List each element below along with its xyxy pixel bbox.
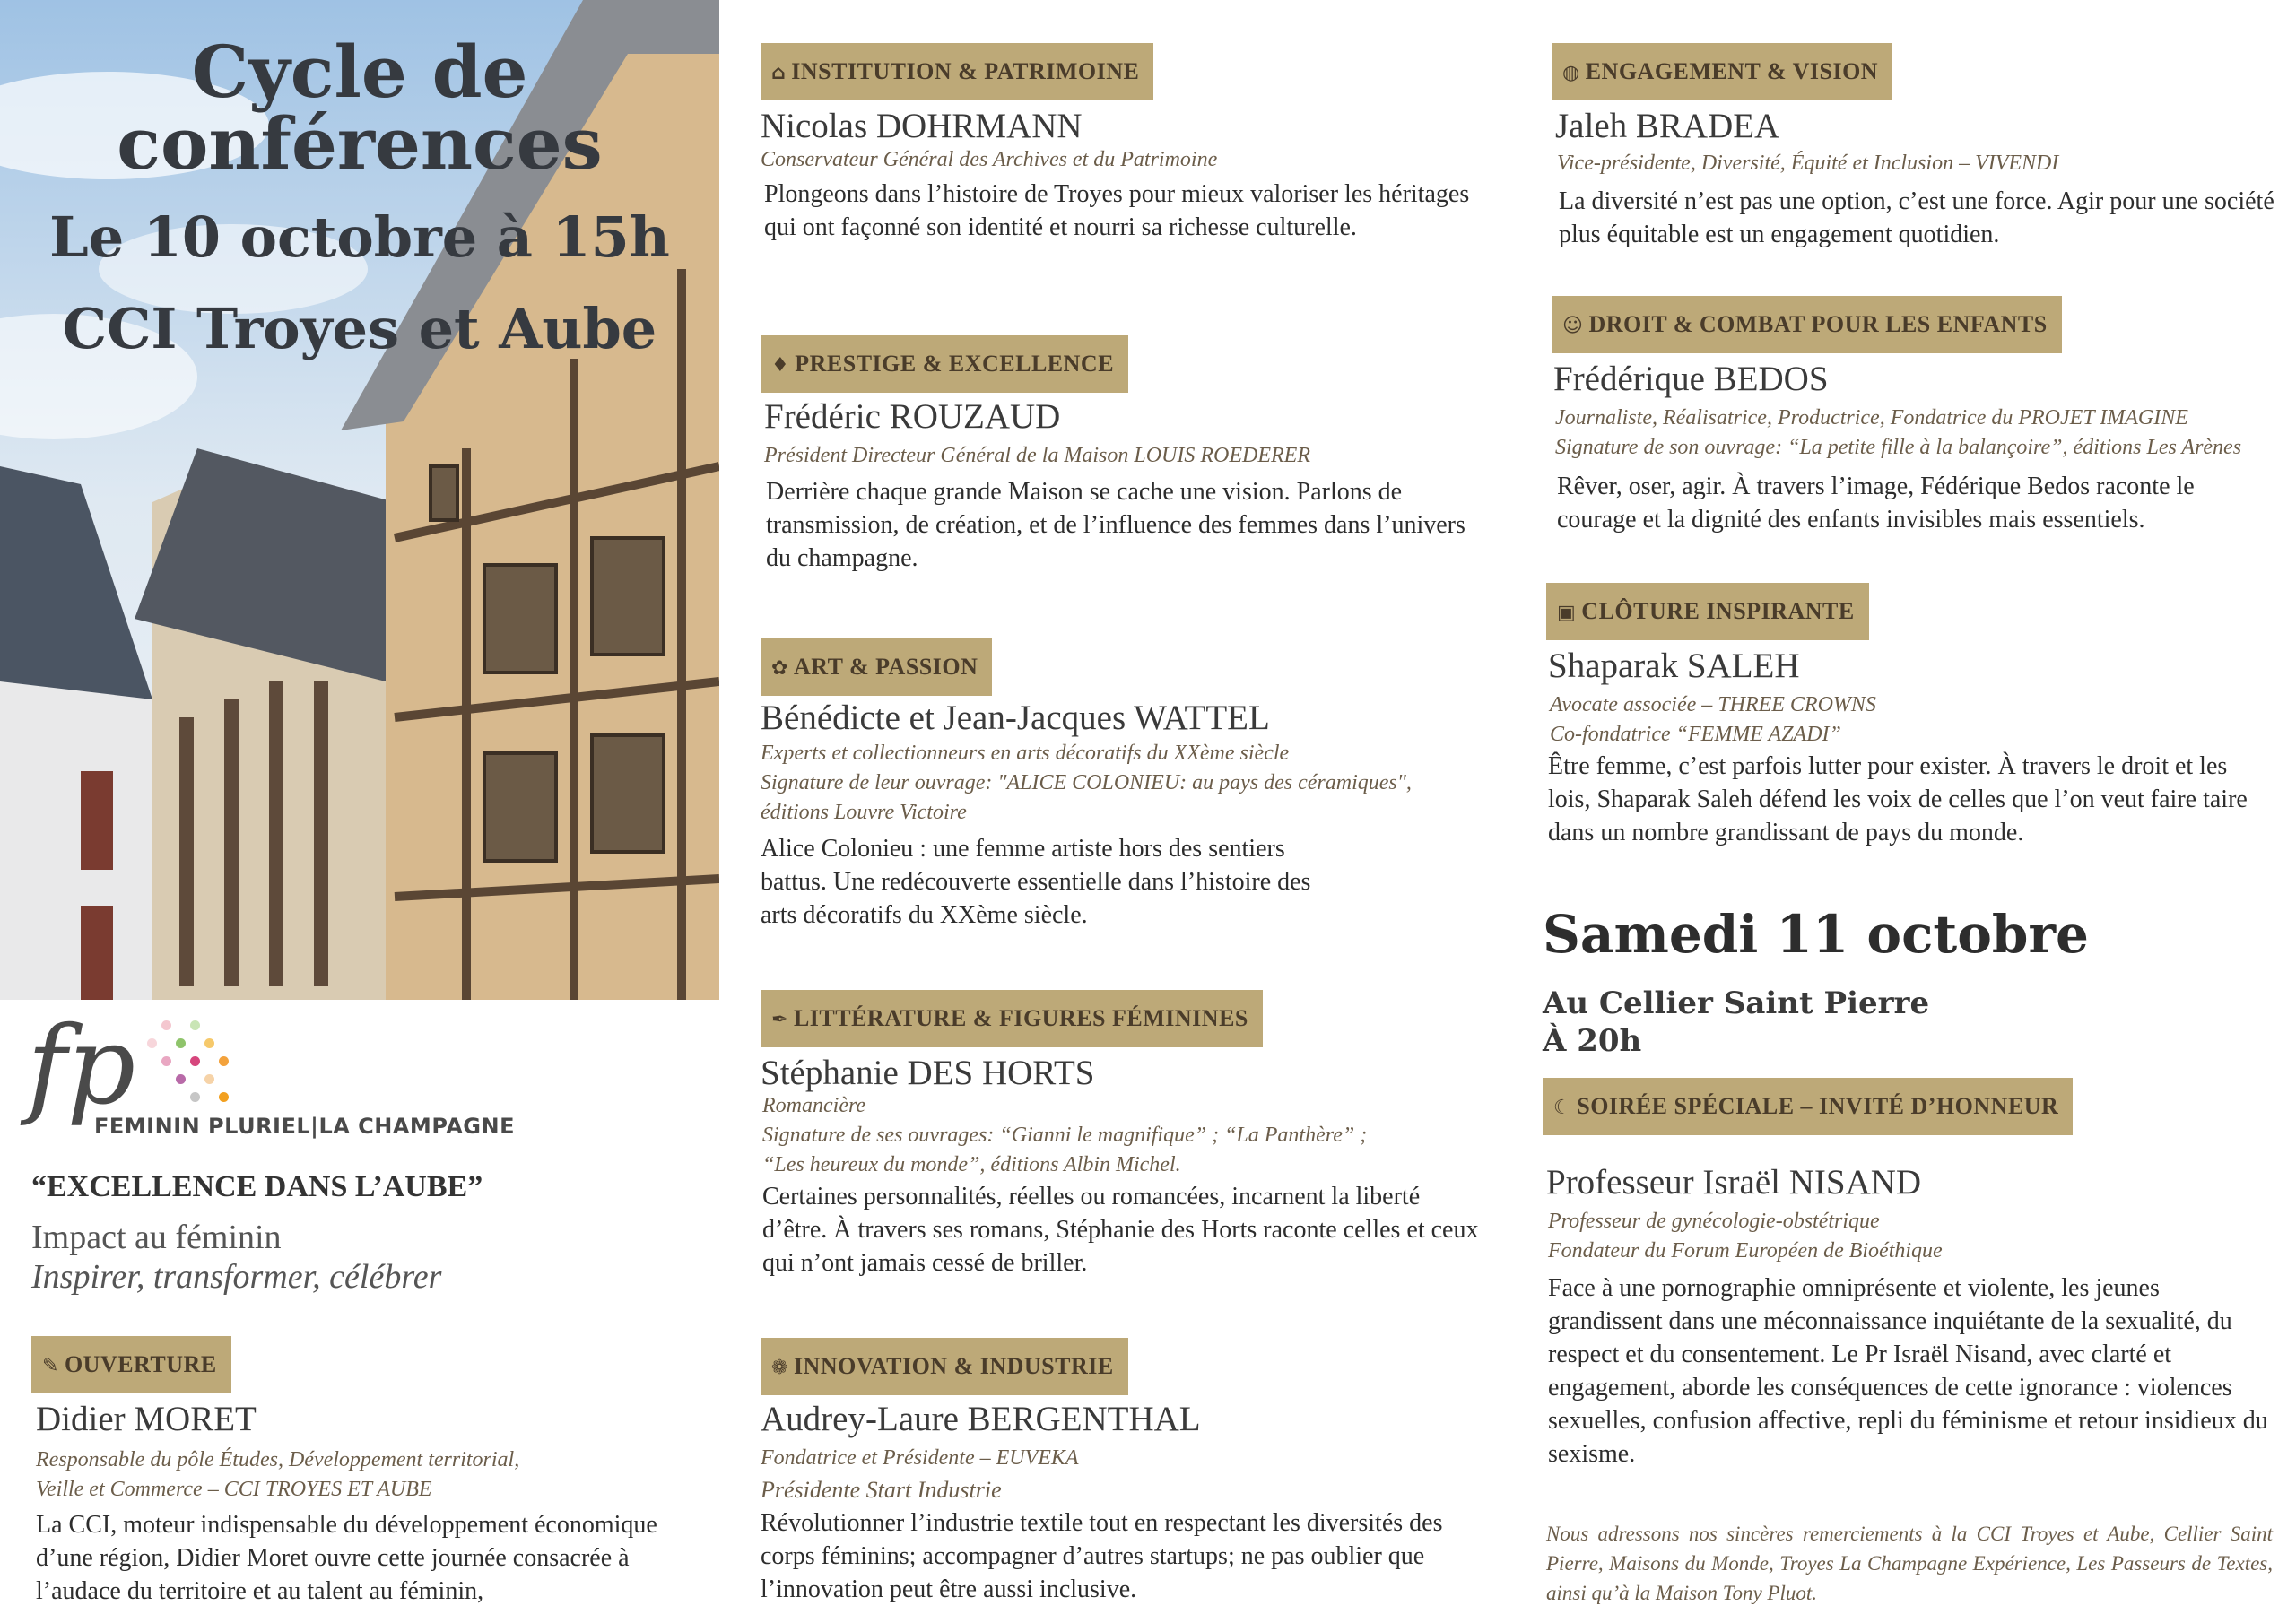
logo-dot — [190, 1056, 200, 1066]
speaker-name: Bénédicte et Jean-Jacques WATTEL — [761, 699, 1270, 737]
speaker-name: Shaparak SALEH — [1548, 647, 1800, 685]
speaker-role: Professeur de gynécologie-obstétrique — [1548, 1210, 1880, 1233]
speaker-role: Experts et collectionneurs en arts décoratifs du XXème siècle — [761, 742, 1290, 765]
pen-icon: ✒ — [771, 1009, 788, 1031]
speaker-role: Fondatrice et Présidente – EUVEKA — [761, 1446, 1079, 1470]
speaker-name: Jaleh BRADEA — [1555, 107, 1780, 145]
speaker-description: La diversité n’est pas une option, c’est une force. Agir pour une société plus équitable est un engagement quotidien. — [1559, 187, 2274, 248]
hero-date: Le 10 octobre à 15h — [49, 204, 670, 270]
brain-icon: ❁ — [771, 1357, 788, 1379]
logo-dot — [190, 1092, 200, 1102]
section-label-droit — [1552, 296, 2062, 353]
speaker-role: Veille et Commerce – CCI TROYES ET AUBE — [36, 1478, 432, 1501]
hero-venue: CCI Troyes et Aube — [62, 296, 657, 361]
section-label-text: ENGAGEMENT & VISION — [1585, 58, 1879, 84]
speaker-description: Rêver, oser, agir. À travers l’image, Fédérique Bedos raconte le courage et la dignité des enfants invisibles mais essentiels. — [1557, 473, 2195, 534]
speaker-role: Président Directeur Général de la Maison LOUIS ROEDERER — [764, 444, 1310, 467]
logo-dot — [204, 1074, 214, 1084]
champagne-icon: ♦ — [771, 354, 790, 377]
section-label-text: DROIT & COMBAT POUR LES ENFANTS — [1588, 311, 2048, 337]
hero-title-line1: Cycle de — [191, 30, 528, 114]
logo-dot — [161, 1020, 171, 1030]
hero-title-line2: conférences — [117, 101, 603, 186]
speaker-role: Signature de leur ouvrage: "ALICE COLONIEU: au pays des céramiques", — [761, 771, 1412, 794]
speaker-role: “Les heureux du monde”, éditions Albin Michel. — [762, 1153, 1181, 1176]
hero-image — [0, 0, 719, 1000]
section-label-text: INSTITUTION & PATRIMOINE — [791, 58, 1140, 84]
camera-icon: ▣ — [1557, 602, 1577, 624]
tagline: “EXCELLENCE DANS L’AUBE” — [31, 1170, 483, 1203]
section-label-innovation — [761, 1338, 1128, 1395]
microphone-icon: ✎ — [42, 1355, 59, 1377]
speaker-name: Frédéric ROUZAUD — [764, 397, 1061, 436]
section-label-engagement — [1552, 43, 1892, 100]
speaker-name: Stéphanie DES HORTS — [761, 1054, 1095, 1092]
speaker-description: Certaines personnalités, réelles ou romancées, incarnent la liberté d’être. À travers ses romans, Stéphanie des Horts raconte celles et ceux qui n’ont jamais cessé de briller. — [762, 1183, 1479, 1277]
section-label-text: CLÔTURE INSPIRANTE — [1581, 598, 1855, 624]
logo-name: FEMININ PLURIEL|LA CHAMPAGNE — [94, 1114, 515, 1139]
section-label-text: INNOVATION & INDUSTRIE — [793, 1353, 1114, 1379]
logo-dot — [219, 1092, 229, 1102]
thanks-note: Nous adressons nos sincères remerciements à la CCI Troyes et Aube, Cellier Saint Pierre, Maisons du Monde, Troyes La Champagne Expérience, Les Passeurs de Textes, ainsi qu’à la Maison Tony Pluot. — [1546, 1523, 2273, 1604]
section-label-litterature — [761, 990, 1263, 1047]
logo-dot — [176, 1038, 186, 1048]
section-label-art — [761, 638, 992, 696]
speaker-role: Conservateur Général des Archives et du Patrimoine — [761, 148, 1218, 171]
logo-dot — [147, 1038, 157, 1048]
logo-dot — [176, 1074, 186, 1084]
speaker-description: Révolutionner l’industrie textile tout en respectant les diversités des corps féminins; accompagner d’autres startups; ne pas oublier que l’innovation peut être aussi inclusive. — [761, 1509, 1443, 1603]
speaker-name: Frédérique BEDOS — [1553, 360, 1829, 398]
section-label-text: SOIRÉE SPÉCIALE – INVITÉ D’HONNEUR — [1577, 1093, 2059, 1119]
speaker-description: Être femme, c’est parfois lutter pour exister. À travers le droit et les lois, Shaparak Saleh défend les voix de celles que l’on veut faire taire dans un nombre grandissant de pays du monde. — [1548, 752, 2248, 846]
logo-mark: fp — [27, 1004, 136, 1129]
moon-icon: ☾ — [1553, 1097, 1572, 1119]
logo-dot — [204, 1038, 214, 1048]
section-label-soiree — [1543, 1078, 2073, 1135]
saturday-venue: Au Cellier Saint Pierre — [1543, 985, 1930, 1021]
speaker-description: La CCI, moteur indispensable du développement économique d’une région, Didier Moret ouvre cette journée consacrée à l’audace du territoire et au talent au féminin, — [36, 1511, 657, 1605]
speaker-role: Présidente Start Industrie — [761, 1477, 1002, 1503]
section-label-text: OUVERTURE — [64, 1351, 217, 1377]
saturday-time: À 20h — [1543, 1023, 1642, 1059]
feminin-pluriel-logo — [27, 1004, 529, 1148]
speaker-name: Professeur Israël NISAND — [1546, 1163, 1922, 1202]
speaker-role: Romancière — [762, 1094, 866, 1117]
section-label-text: PRESTIGE & EXCELLENCE — [795, 351, 1115, 377]
speaker-description: Face à une pornographie omniprésente et violente, les jeunes grandissent dans une méconnaissance inquiétante de la sexualité, du respect et du consentement. Le Pr Israël Nisand, avec clarté et engagement, aborde les conséquences de cette ignorance : violences sexuelles, confusion affective, repli du féminisme et retour insidieux du sexisme. — [1548, 1274, 2268, 1468]
speaker-role: Signature de son ouvrage: “La petite fille à la balançoire”, éditions Les Arènes — [1555, 436, 2242, 459]
children-icon: ☺ — [1562, 315, 1584, 337]
speaker-name: Didier MORET — [36, 1400, 257, 1438]
speaker-role: Responsable du pôle Études, Développement territorial, — [36, 1448, 520, 1471]
logo-dot — [161, 1056, 171, 1066]
speaker-role: Vice-présidente, Diversité, Équité et Inclusion – VIVENDI — [1557, 152, 2059, 175]
section-label-text: ART & PASSION — [793, 654, 978, 680]
speaker-role: Signature de ses ouvrages: “Gianni le magnifique” ; “La Panthère” ; — [762, 1124, 1368, 1147]
speaker-description: Alice Colonieu : une femme artiste hors des sentiers battus. Une redécouverte essentielle dans l’histoire des arts décoratifs du XXème siècle. — [761, 835, 1311, 929]
saturday-title: Samedi 11 octobre — [1543, 904, 2089, 965]
globe-icon: ◍ — [1562, 62, 1580, 84]
section-label-prestige — [761, 335, 1128, 393]
impact-title: Impact au féminin — [31, 1219, 282, 1256]
section-label-institution — [761, 43, 1153, 100]
palette-icon: ✿ — [771, 657, 788, 680]
speaker-name: Audrey-Laure BERGENTHAL — [761, 1400, 1201, 1438]
speaker-role: Journaliste, Réalisatrice, Productrice, Fondatrice du PROJET IMAGINE — [1555, 406, 2188, 430]
speaker-role: éditions Louvre Victoire — [761, 801, 967, 824]
speaker-role: Co-fondatrice “FEMME AZADI” — [1550, 723, 1841, 746]
speaker-role: Avocate associée – THREE CROWNS — [1550, 693, 1876, 716]
speaker-role: Fondateur du Forum Européen de Bioéthique — [1548, 1239, 1943, 1263]
speaker-description: Derrière chaque grande Maison se cache une vision. Parlons de transmission, de création, et de l’influence des femmes dans l’univers du champagne. — [766, 478, 1465, 572]
section-label-text: LITTÉRATURE & FIGURES FÉMININES — [793, 1005, 1248, 1031]
saturday-place — [1543, 985, 1929, 1060]
speaker-name: Nicolas DOHRMANN — [761, 107, 1083, 145]
logo-dot — [219, 1056, 229, 1066]
motto: Inspirer, transformer, célébrer — [31, 1258, 442, 1296]
section-label-ouverture — [31, 1336, 231, 1393]
section-label-cloture — [1546, 583, 1869, 640]
speaker-description: Plongeons dans l’histoire de Troyes pour mieux valoriser les héritages qui ont façonné son identité et nourri sa richesse culturelle. — [764, 180, 1470, 241]
logo-dot — [190, 1020, 200, 1030]
museum-icon: ⌂ — [771, 62, 787, 84]
